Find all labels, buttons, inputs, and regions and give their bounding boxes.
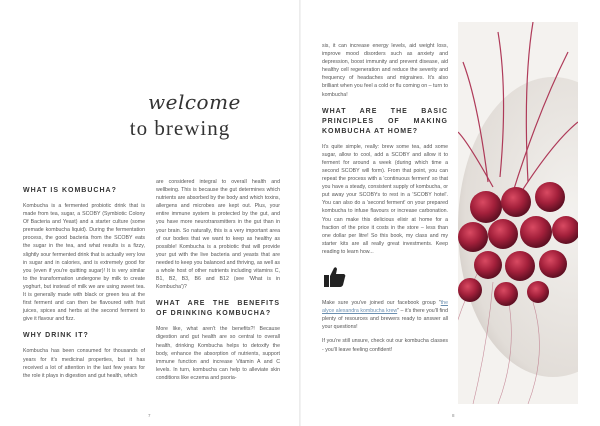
heading-why-drink-it: WHY DRINK IT? <box>23 332 89 340</box>
heading-what-is-kombucha: WHAT IS KOMBUCHA? <box>23 187 117 194</box>
heading-basic-principles: WHAT ARE THE BASIC PRINCIPLES OF MAKING KOMBUCHA AT HOME? <box>322 107 448 135</box>
thumbs-up-icon <box>323 266 347 288</box>
page-number-right: 8 <box>452 413 455 418</box>
beetroot-photo <box>458 22 578 404</box>
welcome-script-title: welcome <box>148 90 241 114</box>
page-gutter <box>299 0 301 426</box>
paragraph: Kombucha is a fermented probiotic drink that is made from tea, sugar, a SCOBY (Symbiotic Colony Of Bacteria and Yeast) and a starter culture (some premade kombucha liquid). During the fermentation process, the good bacteria from the SCOBY eats the sugar in the tea, and what results is a fizzy, slightly sour fermented drink that is actually very low in sugar and in calories, and is extremely good for you (even if you're quitting sugar)! It is very similar to the transformation undergone by milk to create yoghurt, but instead of milk we are using sweet tea. It is generally made with black or green tea at the first ferment and can then be flavoured with fruit juices, spices and herbs at the second ferment to give it flavour and fizz. <box>23 203 145 323</box>
text-column-2 <box>156 178 280 388</box>
facebook-group-link[interactable]: the alyce alexandra kombucha krew <box>322 300 448 315</box>
paragraph: Kombucha has been consumed for thousands of years for it's medicinal properties, but it has received a lot of attention in the last few years for the role it plays in digestion and gut health, which <box>23 348 145 379</box>
welcome-main-title: to brewing <box>129 116 231 140</box>
paragraph: If you're still unsure, check out our kombucha classes - you'll leave feeling confident! <box>322 338 448 353</box>
text-column-3 <box>322 42 448 360</box>
paragraph-facebook: Make sure you've joined our facebook group "the alyce alexandra kombucha krew" – it's there you'll find plenty of resources and brewers ready to answer all your questions! <box>322 300 449 331</box>
text-column-1 <box>23 178 145 386</box>
heading-benefits: WHAT ARE THE BENEFITS OF DRINKING KOMBUCHA? <box>156 300 280 318</box>
paragraph: are considered integral to overall health and wellbeing. This is because the gut determines which nutrients are absorbed by the body and which toxins, allergens and microbes are kept out. Plus, your entire immune system is protected by the gut, and you have more neurotransmitters in the gut than in your brain. So naturally, this is a very important area of our bodies that we want to keep as healthy as possible! Kombucha is a probiotic that will provide your gut with the live bacteria and yeasts that are needed to keep you balanced and thriving, as well as a whole host of other nutrients including vitamins C, B1, B2, B3, B6 and B12 (see 'What is in Kombucha')? <box>156 179 280 291</box>
paragraph: It's quite simple, really: brew some tea, add some sugar, allow to cool, add a SCOBY and allow it to ferment for around a week (during which time a second SCOBY will form). From that point, you can repeat the process with a 'continuous ferment' so that you have a steady, consistent supply of kombucha, or put away your SCOBYs to rest in a 'SCOBY hotel'. You can also do a 'second ferment' on your prepared kombucha to infuse flavours or increase carbonation. You can make this delicious elixir at home for a fraction of the price it costs in the store – less than one dollar per litre! So this book, my class and my starter kits are all really great investments. Keep reading to learn how... <box>322 143 448 255</box>
paragraph: More like, what aren't the benefits?! Because digestion and gut health are so central to overall health, drinking Kombucha helps to detoxify the body, enhance the absorption of nutrients, support immune function and increase Vitamin A and C levels. In turn, kombucha can help to alleviate skin conditions like eczema and psoria- <box>156 326 280 381</box>
beetroot-bowl-image <box>458 22 578 404</box>
paragraph: sis, it can increase energy levels, aid weight loss, improve mood disorders such as anxiety and depression, boost immunity and prevent disease, aid healthy cell regeneration and reduce the severity and frequency of headaches and migraines. It's also brilliant when you feel a cold or flu coming on – turn to kombucha! <box>322 43 448 98</box>
page-number-left: 7 <box>148 413 151 418</box>
